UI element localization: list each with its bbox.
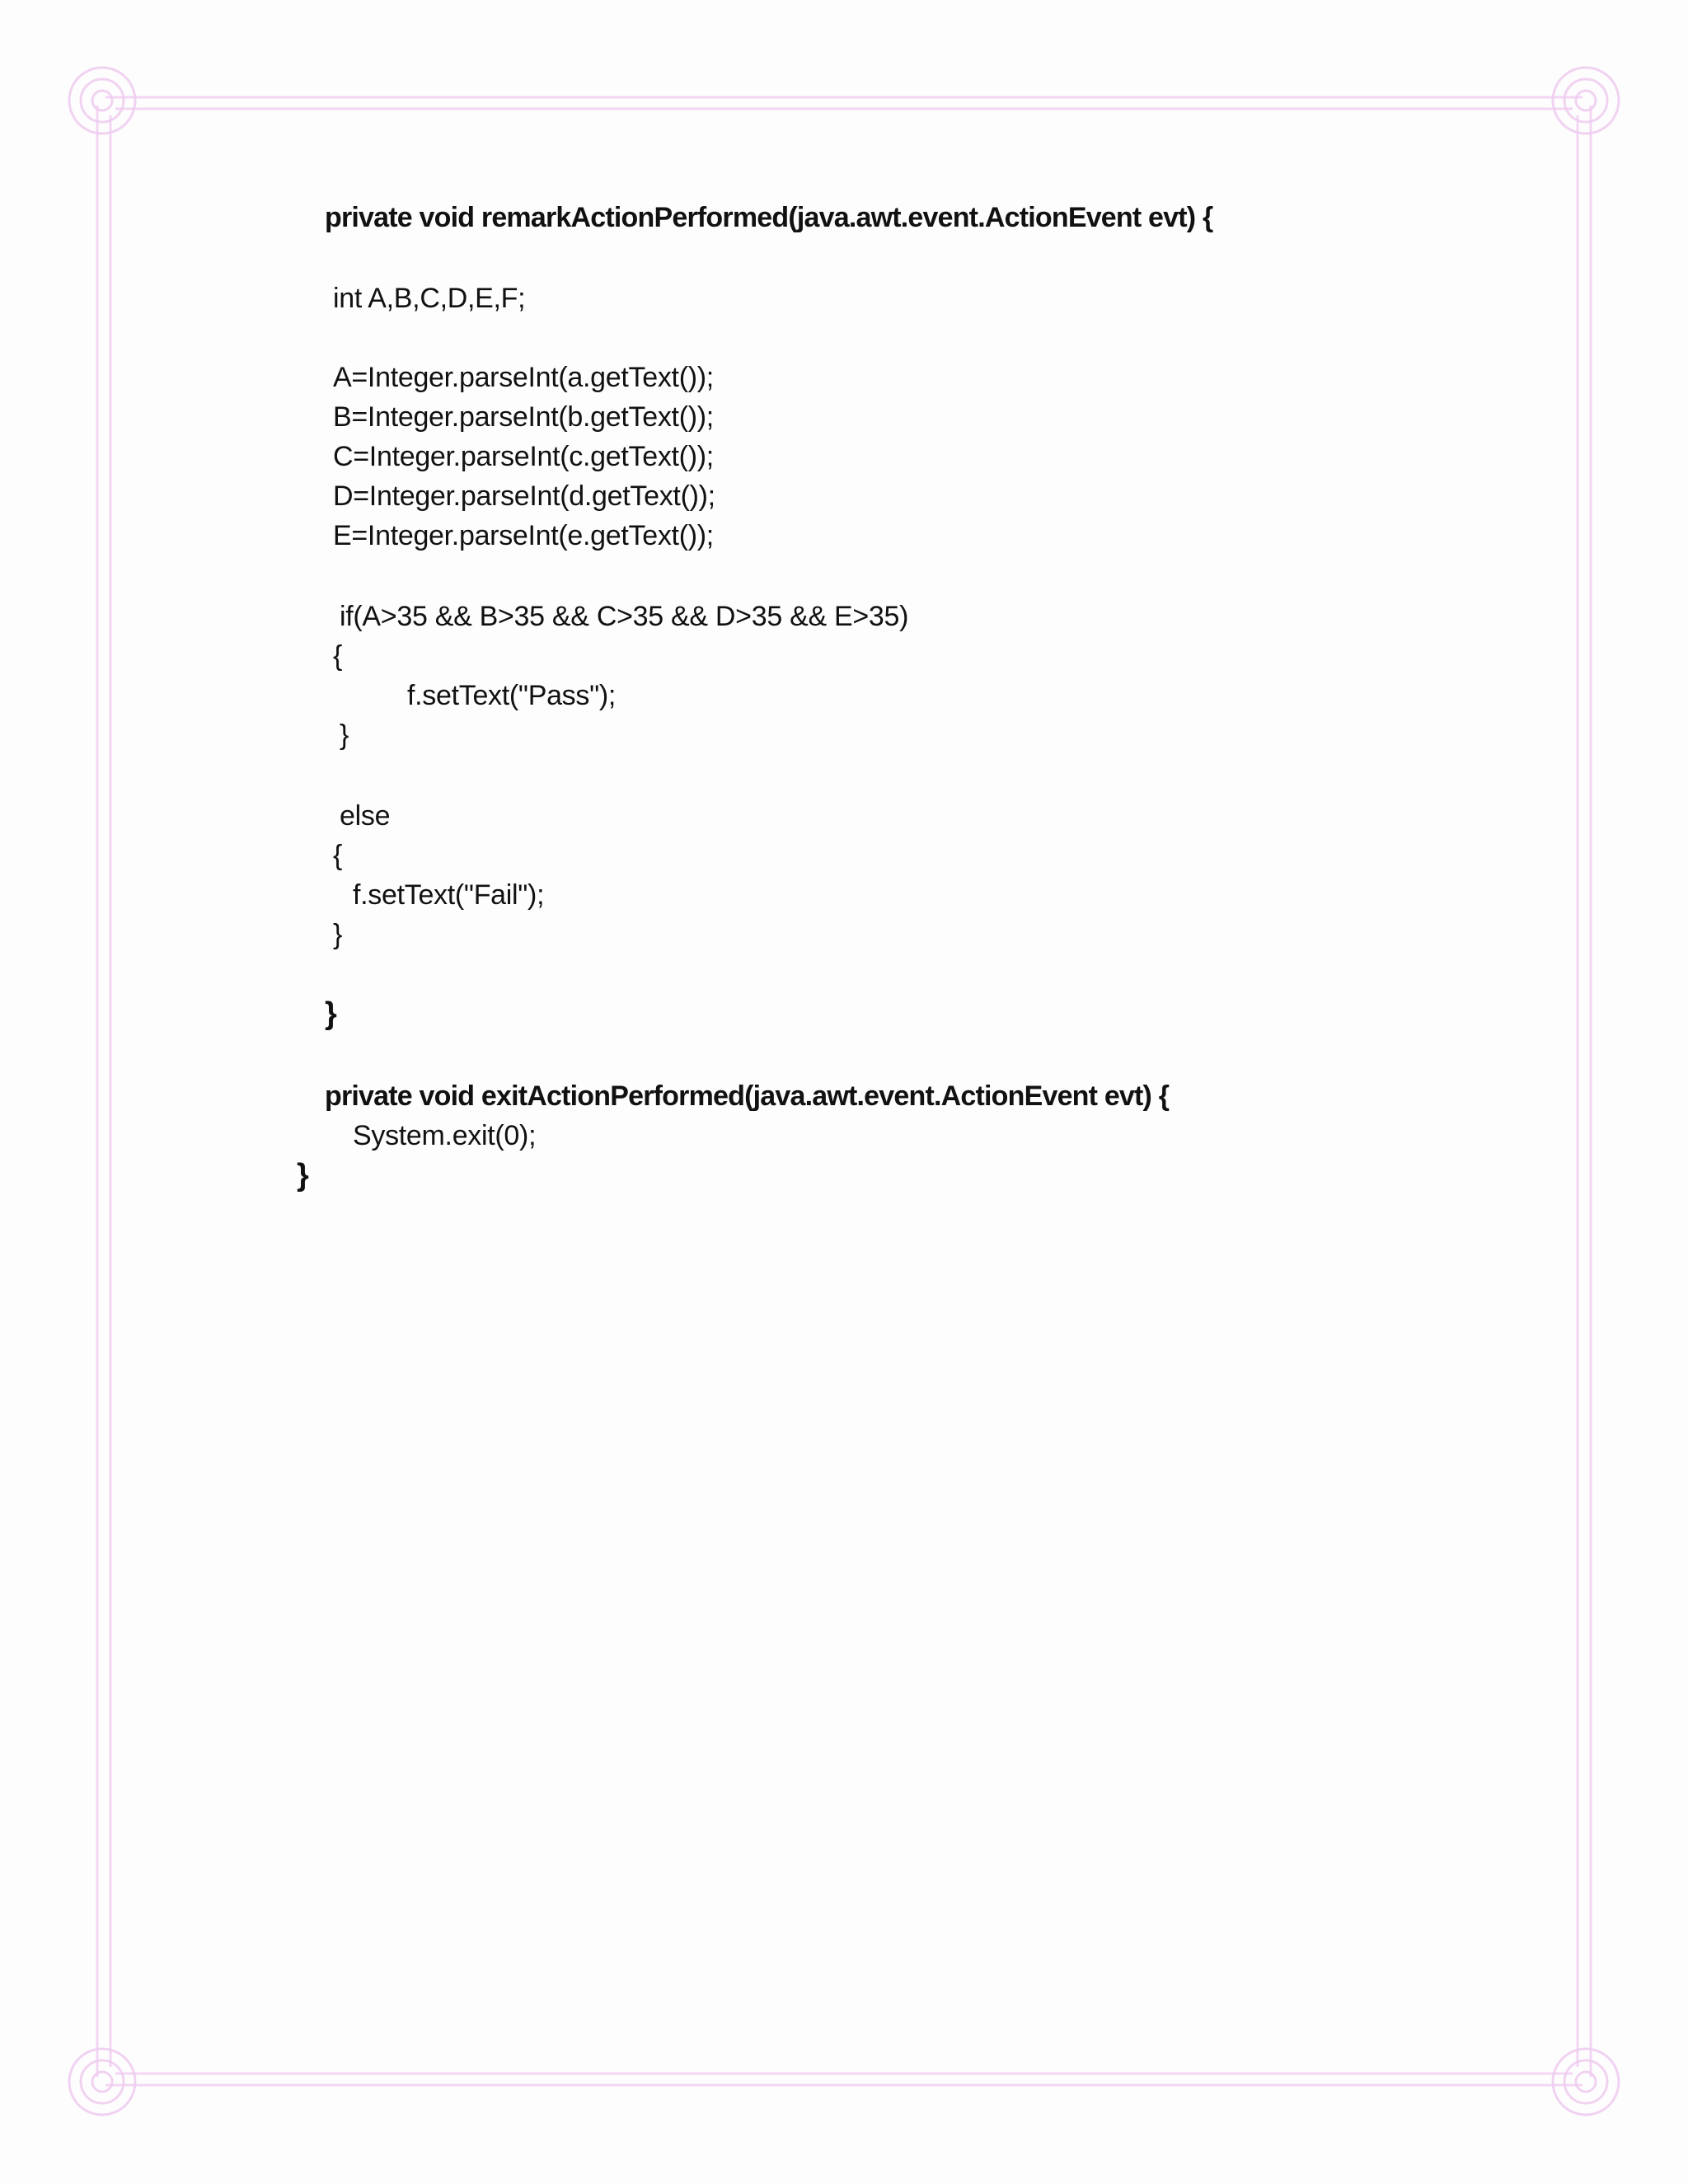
code-line-if-close-brace: } <box>340 719 349 751</box>
code-line-parse-d: D=Integer.parseInt(d.getText()); <box>333 480 715 512</box>
code-line-set-fail: f.setText("Fail"); <box>353 879 545 911</box>
code-line-parse-e: E=Integer.parseInt(e.getText()); <box>333 520 714 551</box>
code-line-parse-a: A=Integer.parseInt(a.getText()); <box>333 362 714 393</box>
code-line-system-exit: System.exit(0); <box>353 1120 537 1151</box>
code-line-class-close: } <box>297 1158 309 1193</box>
code-line-else-close-brace: } <box>333 919 343 950</box>
code-line-remark-method-signature: private void remarkActionPerformed(java.awt.event.ActionEvent evt) { <box>325 202 1213 233</box>
code-line-if-open-brace: { <box>333 640 343 672</box>
code-line-parse-b: B=Integer.parseInt(b.getText()); <box>333 401 714 433</box>
code-line-else-open-brace: { <box>333 840 343 871</box>
code-line-exit-method-signature: private void exitActionPerformed(java.awt.event.ActionEvent evt) { <box>325 1080 1170 1112</box>
code-line-int-declaration: int A,B,C,D,E,F; <box>333 283 526 314</box>
code-line-parse-c: C=Integer.parseInt(c.getText()); <box>333 441 714 472</box>
code-line-set-pass: f.setText("Pass"); <box>407 680 617 711</box>
code-line-remark-method-close: } <box>325 996 337 1031</box>
code-line-if-condition: if(A>35 && B>35 && C>35 && D>35 && E>35) <box>340 601 909 632</box>
code-line-else: else <box>340 800 391 832</box>
